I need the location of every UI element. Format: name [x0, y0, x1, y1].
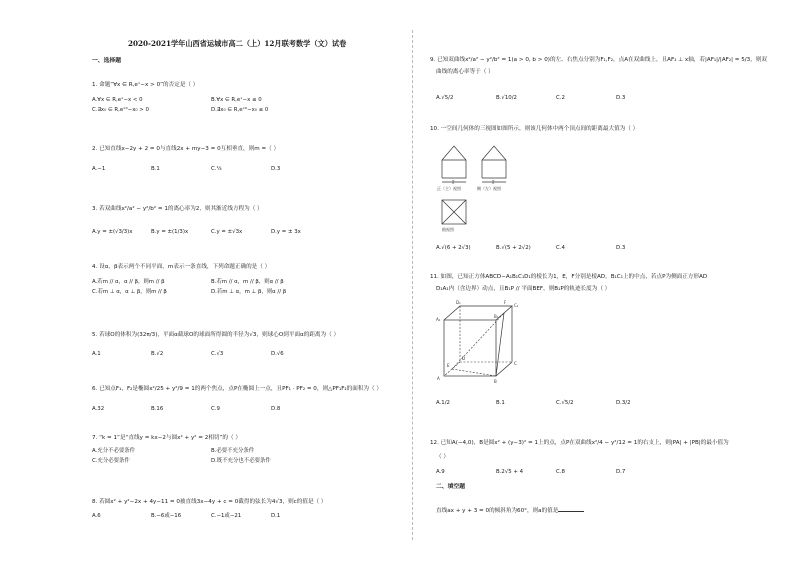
q9-option-c: C.2: [556, 95, 565, 101]
label-a: A: [437, 376, 440, 381]
q7-stem: 7. “k = 1”是“直线y = kx−2与圆x² + y² = 2相切”的（ ）: [92, 435, 241, 441]
q5-option-c: C.√3: [211, 351, 224, 357]
q6-option-b: B.16: [151, 406, 164, 412]
q10-option-d: D.3: [616, 245, 626, 251]
q2-option-a: A.−1: [92, 166, 106, 172]
front-view-label: 正（主）视图: [437, 186, 461, 191]
column-divider: [412, 30, 413, 540]
q13-answer-blank: [558, 506, 584, 512]
q9-stem-line1: 9. 已知双曲线x²/a² − y²/b² = 1(a > 0, b > 0)的左、右焦点分别为F₁,F₂，点A在双曲线上，且AF₂ ⊥ x轴，若|AF₁|/|AF₂| = 5/3，则双: [430, 57, 768, 63]
q7-option-b: B.必要不充分条件: [211, 448, 255, 454]
q11-stem-line1: 11. 如图，已知正方体ABCD−A₁B₁C₁D₁的棱长为1，E，F分别是棱AD，B₁C₁上的中点，若点P为侧面正方形AD: [430, 274, 708, 280]
q11-stem-line2: D₁A₁内（含边界）动点，且B₁P // 平面BEF，则B₁P的轨迹长度为（ ）: [436, 286, 611, 292]
q8-option-a: A.6: [92, 513, 101, 519]
q1-option-c: C.∃x₀ ∈ R,eˣ⁰−x₀ > 0: [92, 107, 149, 113]
q12-option-d: D.7: [616, 469, 626, 475]
q3-option-a: A.y = ±(√3/3)x: [92, 229, 133, 235]
q1-option-b: B.∀x ∈ R,eˣ−x ≤ 0: [211, 97, 262, 103]
cube-figure: [434, 298, 544, 390]
q5-stem: 5. 若球O的体积为(32π/3)，平面α截球O的球面所得圆的半径为√3，则球心O到平面α的距离为（ ）: [92, 332, 340, 338]
q10-stem: 10. 一空间几何体的三视图如图所示，则该几何体中两个顶点间的距离最大值为（ ）: [430, 126, 639, 132]
label-e: E: [447, 363, 450, 368]
q8-stem: 8. 若圆x² + y²−2x + 4y−11 = 0被直线3x−4y + c = 0截得的弦长为4√3，则c的值是（ ）: [92, 499, 327, 505]
q12-option-c: C.8: [556, 469, 565, 475]
front-view: [437, 146, 466, 191]
q7-option-a: A.充分不必要条件: [92, 448, 136, 454]
q9-stem-line2: 曲线的离心率等于（ ）: [436, 69, 494, 75]
section-fill: 二、填空题: [436, 484, 465, 490]
label-f: F: [504, 300, 507, 305]
label-d: D: [462, 356, 466, 361]
q8-option-d: D.1: [271, 513, 281, 519]
q5-option-a: A.1: [92, 351, 101, 357]
front-view-dim: 2: [452, 179, 455, 185]
side-view-label: 侧（左）视图: [477, 186, 501, 191]
top-view-label: 俯视图: [442, 227, 454, 232]
q4-option-b: B.若m // α，m // β，则α // β: [211, 279, 284, 285]
q4-stem: 4. 设α，β表示两个不同平面，m表示一条直线，下列命题正确的是（ ）: [92, 264, 271, 270]
q7-option-c: C.充分必要条件: [92, 458, 130, 464]
q10-option-b: B.√(5 + 2√2): [496, 245, 531, 251]
three-views-figure: [436, 138, 546, 238]
q11-option-c: C.√5/2: [556, 400, 574, 406]
q7-option-d: D.既不充分也不必要条件: [211, 458, 271, 464]
q6-stem: 6. 已知点F₁，F₂是椭圆x²/25 + y²/9 = 1的两个焦点，点P在椭圆上一点，且PF₁ · PF₂ = 0，则△PF₁F₂的面积为（ ）: [92, 386, 382, 392]
q6-option-d: D.8: [271, 406, 281, 412]
label-c1: C₁: [514, 303, 519, 308]
q5-option-d: D.√6: [271, 351, 284, 357]
label-b1: B₁: [494, 314, 499, 319]
q4-option-c: C.若m ⊥ α，α ⊥ β，则m // β: [92, 289, 167, 295]
q13-stem: 直线ax + y + 3 = 0的倾斜角为60°，则a的值是: [436, 508, 559, 514]
label-a1: A₁: [436, 317, 441, 322]
q8-option-b: B.−6或−16: [151, 513, 182, 519]
section-choice: 一、选择题: [92, 58, 121, 64]
label-b: B: [494, 379, 497, 384]
q6-option-c: C.9: [211, 406, 220, 412]
q2-option-d: D.3: [271, 166, 281, 172]
q12-option-a: A.9: [436, 469, 445, 475]
q9-option-a: A.√5/2: [436, 95, 454, 101]
q2-option-c: C.¹⁄₄: [211, 166, 222, 172]
q6-option-a: A.32: [92, 406, 105, 412]
q12-option-b: B.2√5 + 4: [496, 469, 524, 475]
q9-option-b: B.√10/2: [496, 95, 517, 101]
side-view: [477, 146, 506, 191]
q4-option-d: D.若m ⊥ α，m ⊥ β，则α // β: [211, 289, 287, 295]
q2-stem: 2. 已知直线x−2y + 2 = 0与直线2x + my−3 = 0互相垂直，则m =（ ）: [92, 146, 280, 152]
q13-line: [436, 506, 584, 515]
q5-option-b: B.√2: [151, 351, 164, 357]
q12-stem-line2: （ ）: [436, 454, 449, 460]
top-view: [442, 200, 466, 232]
q3-option-c: C.y = ±√3x: [211, 229, 243, 235]
q10-option-c: C.4: [556, 245, 565, 251]
label-d1: D₁: [456, 300, 461, 305]
q12-stem: 12. 已知A(−4,0)，B是圆x² + (y−3)² = 1上的点，点P在双曲线x²/4 − y²/12 = 1的右支上，则|PA| + |PB|的最小值为: [430, 440, 729, 446]
side-view-dim: 2: [492, 179, 495, 185]
q1-option-a: A.∀x ∈ R,eˣ−x < 0: [92, 97, 143, 103]
q1-option-d: D.∃x₀ ∈ R,eˣ⁰−x₀ ≤ 0: [211, 107, 269, 113]
q11-option-d: D.3/2: [616, 400, 631, 406]
q9-option-d: D.3: [616, 95, 626, 101]
q1-stem: 1. 命题“∀x ∈ R,eˣ−x > 0”的否定是（ ）: [92, 82, 199, 88]
label-c: C: [514, 361, 517, 366]
q11-option-b: B.1: [496, 400, 505, 406]
exam-title: 2020-2021学年山西省运城市高二（上）12月联考数学（文）试卷: [128, 39, 347, 48]
q4-option-a: A.若m // α，α // β，则m // β: [92, 279, 165, 285]
q3-option-b: B.y = ±(1/3)x: [151, 229, 189, 235]
q2-option-b: B.1: [151, 166, 160, 172]
q3-stem: 3. 若双曲线x²/a² − y²/b² = 1的离心率为2，则其渐近线方程为（ ）: [92, 206, 263, 212]
q8-option-c: C.−1或−21: [211, 513, 242, 519]
q3-option-d: D.y = ± 3x: [271, 229, 301, 235]
q10-option-a: A.√(6 + 2√3): [436, 245, 471, 251]
q11-option-a: A.1/2: [436, 400, 450, 406]
